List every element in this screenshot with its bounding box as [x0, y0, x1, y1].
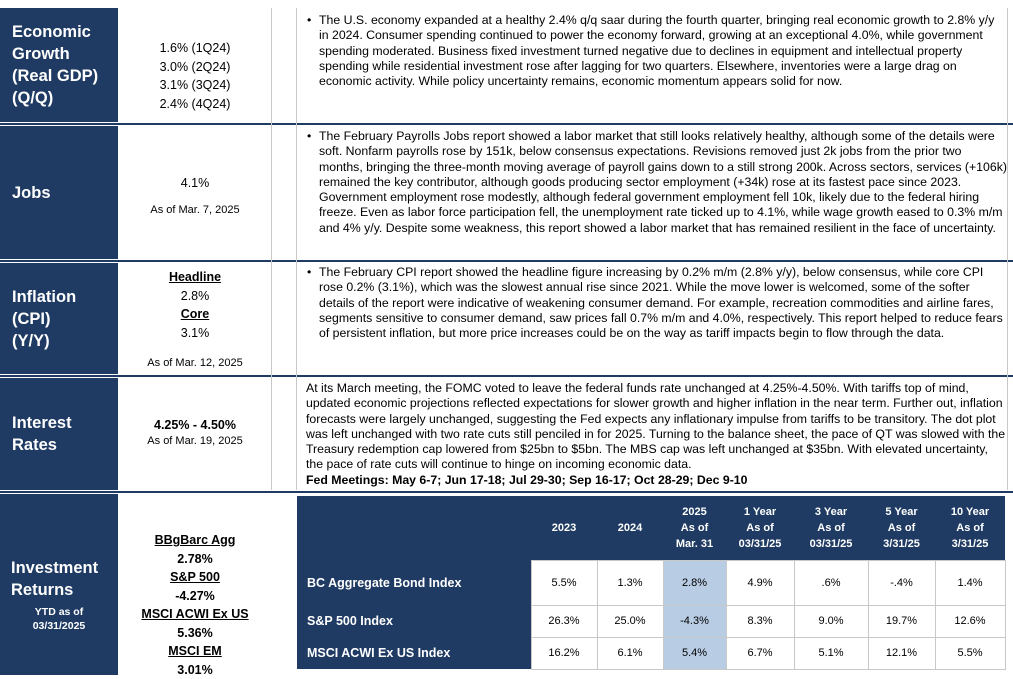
index-value: 3.01%: [119, 661, 271, 679]
table-cell: 19.7%: [868, 605, 935, 637]
core-label: Core: [119, 305, 271, 324]
table-cell: 8.3%: [726, 605, 794, 637]
row-label: S&P 500 Index: [297, 605, 531, 637]
jobs-value: 4.1%: [119, 176, 271, 190]
headline-label: Headline: [119, 268, 271, 287]
column-header: 2024: [597, 496, 663, 560]
table-cell: 5.5%: [935, 637, 1005, 669]
inflation-label-cell: [0, 263, 118, 374]
table-header-row: [297, 496, 1005, 560]
table-cell: 5.5%: [531, 560, 597, 605]
rates-text: At its March meeting, the FOMC voted to leave the federal funds rate unchanged at 4.25%-4.50%. With tariffs top of mind, updated economic projections reflected expectations for slower growth and higher inflation in the near term. Further out, inflation forecasts were largely unchanged, suggesting the Fed expects any inflationary impulse from tariffs to be transitory. The dot plot was left unchanged with two rate cuts still penciled in for 2025. Turning to the balance sheet, the pace of QT was slowed with the Treasury redemption cap lowered from $25bn to $5bn. The MBS cap was left unchanged at $35bn. With elevated uncertainty, the pace of rate cuts will continue to hinge on incoming economic data.: [306, 381, 1005, 471]
table-row: [297, 605, 1005, 637]
table-cell: 12.1%: [868, 637, 935, 669]
inflation-text: The February CPI report showed the headline figure increasing by 0.2% m/m (2.8% y/y), below consensus, while core CPI rose 0.2% (3.1%), which was the slowest annual rise since 2021. While the move lower is welcomed, some of the softer details of the report were indicative of weakening consumer demand. For example, recreation commodities and airline fares, segments sensitive to consumer demand, saw prices fall 0.7% m/m and 4.0%, respectively. This report helped to reduce fears of persistent inflation, but more price increases could be on the way as tariff impacts begin to flow through the data.: [319, 265, 1007, 341]
column-header: 5 Year As of 3/31/25: [868, 496, 935, 560]
index-value: 2.78%: [119, 550, 271, 569]
inflation-value-block: [119, 268, 271, 373]
row-divider: [0, 491, 1013, 493]
table-cell: 1.4%: [935, 560, 1005, 605]
gdp-label: Economic Growth (Real GDP) (Q/Q): [12, 21, 112, 109]
bullet-icon: •: [297, 129, 319, 236]
row-label: MSCI ACWI Ex US Index: [297, 637, 531, 669]
rates-label-cell: [0, 378, 118, 490]
column-header: 3 Year As of 03/31/25: [794, 496, 868, 560]
table-cell: 1.3%: [597, 560, 663, 605]
table-cell: 26.3%: [531, 605, 597, 637]
column-divider: [1007, 8, 1008, 490]
index-name: MSCI EM: [119, 642, 271, 661]
gdp-commentary: [297, 13, 1007, 89]
bullet-icon: •: [297, 13, 319, 89]
index-name: MSCI ACWI Ex US: [119, 605, 271, 624]
gdp-value: 3.1% (3Q24): [119, 76, 271, 95]
column-divider: [296, 8, 297, 490]
bullet-icon: •: [297, 265, 319, 341]
rates-value-block: [119, 418, 271, 447]
index-name: BBgBarc Agg: [119, 531, 271, 550]
index-name: S&P 500: [119, 568, 271, 587]
core-value: 3.1%: [119, 324, 271, 343]
inflation-asof: As of Mar. 12, 2025: [119, 354, 271, 373]
table-cell: 5.1%: [794, 637, 868, 669]
gdp-values: [119, 39, 271, 113]
jobs-label: Jobs: [12, 182, 51, 204]
table-row: [297, 637, 1005, 669]
returns-value-block: [119, 531, 271, 679]
fed-meetings: Fed Meetings: May 6-7; Jun 17-18; Jul 29-30; Sep 16-17; Oct 28-29; Dec 9-10: [306, 473, 1006, 488]
jobs-text: The February Payrolls Jobs report showed a labor market that still looks relatively healthy, although some of the details were soft. Nonfarm payrolls rose by 151k, below consensus expectations. Revisions removed just 2k jobs from the prior two months, bringing the three-month moving average of payroll gains down to a still strong 200k. Across sectors, services (+106k) remained the key contributor, although goods producing sector employment (+34k) rose at its fastest pace since 2023. Government employment rose modestly, although federal government employment fell 10k, likely due to the federal hiring freeze. Even as labor force participation fell, the unemployment rate ticked up to 4.1%, while wage growth eased to 0.3% m/m and 4% y/y. Despite some weakness, this report showed a labor market that has remained resilient in the face of uncertainty.: [319, 129, 1007, 236]
row-label: BC Aggregate Bond Index: [297, 560, 531, 605]
rates-asof: As of Mar. 19, 2025: [119, 435, 271, 447]
rates-label: Interest Rates: [12, 412, 92, 456]
jobs-commentary: [297, 129, 1007, 236]
gdp-label-cell: [0, 8, 118, 122]
table-cell: 5.4%: [663, 637, 726, 669]
jobs-row: [0, 126, 1013, 259]
inflation-label: Inflation (CPI) (Y/Y): [12, 286, 92, 352]
row-divider: [0, 375, 1013, 377]
table-cell: 6.1%: [597, 637, 663, 669]
returns-sublabel: YTD as of 03/31/2025: [24, 605, 94, 633]
table-row: [297, 560, 1005, 605]
gdp-value: 2.4% (4Q24): [119, 95, 271, 114]
row-divider: [0, 123, 1013, 125]
table-cell: 16.2%: [531, 637, 597, 669]
rates-row: [0, 378, 1013, 490]
column-divider: [271, 8, 272, 490]
rates-value: 4.25% - 4.50%: [119, 418, 271, 432]
jobs-label-cell: [0, 126, 118, 259]
column-header: 2025 As of Mar. 31: [663, 496, 726, 560]
returns-label-cell: [0, 494, 118, 675]
gdp-value: 1.6% (1Q24): [119, 39, 271, 58]
column-header: 10 Year As of 3/31/25: [935, 496, 1005, 560]
table-cell: 6.7%: [726, 637, 794, 669]
headline-value: 2.8%: [119, 287, 271, 306]
column-header: 2023: [531, 496, 597, 560]
table-cell: 12.6%: [935, 605, 1005, 637]
table-cell: -.4%: [868, 560, 935, 605]
gdp-text: The U.S. economy expanded at a healthy 2.4% q/q saar during the fourth quarter, bringing real economic growth to 2.8% y/y in 2024. Consumer spending continued to power the economy forward, growing at an exceptional 4.0%, while government spending moderated. Business fixed investment turned negative due to declines in equipment and intellectual property spending while residential investment rose after lagging for two quarters. Elsewhere, inventories were a large drag on economic activity. While policy uncertainty remains, economic momentum appears solid for now.: [319, 13, 1007, 89]
gdp-row: [0, 8, 1013, 122]
inflation-commentary: [297, 265, 1007, 341]
jobs-asof: As of Mar. 7, 2025: [119, 204, 271, 216]
table-cell: .6%: [794, 560, 868, 605]
returns-label: Investment Returns: [11, 557, 107, 601]
index-value: -4.27%: [119, 587, 271, 606]
table-cell: 2.8%: [663, 560, 726, 605]
table-cell: -4.3%: [663, 605, 726, 637]
table-cell: 4.9%: [726, 560, 794, 605]
performance-table: [297, 496, 1006, 670]
table-cell: 25.0%: [597, 605, 663, 637]
jobs-value-block: [119, 176, 271, 216]
table-cell: 9.0%: [794, 605, 868, 637]
row-divider: [0, 260, 1013, 262]
inflation-row: [0, 263, 1013, 374]
rates-commentary: [306, 381, 1006, 488]
gdp-value: 3.0% (2Q24): [119, 58, 271, 77]
column-header: 1 Year As of 03/31/25: [726, 496, 794, 560]
index-value: 5.36%: [119, 624, 271, 643]
